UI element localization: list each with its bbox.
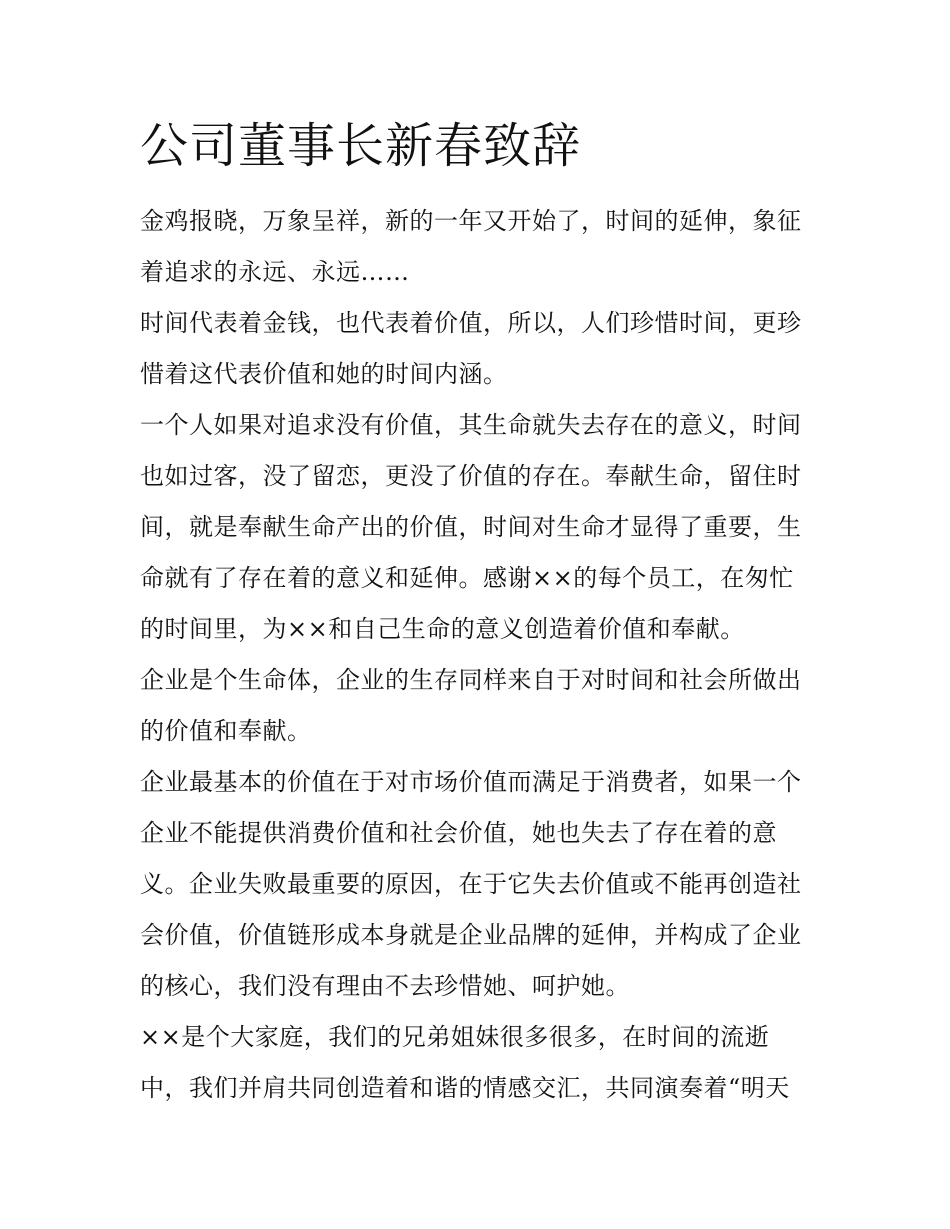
text-line: 间，就是奉献生命产出的价值，时间对生命才显得了重要，生 <box>140 513 802 541</box>
document-title: 公司董事长新春致辞 <box>140 118 582 174</box>
text-line: 的价值和奉献。 <box>140 717 312 745</box>
text-line: ××是个大家庭，我们的兄弟姐妹很多很多，在时间的流逝 <box>140 1023 770 1051</box>
text-line: 的时间里，为××和自己生命的意义创造着价值和奉献。 <box>140 615 745 643</box>
text-line: 企业最基本的价值在于对市场价值而满足于消费者，如果一个 <box>140 768 802 796</box>
text-line: 也如过客，没了留恋，更没了价值的存在。奉献生命，留住时 <box>140 462 802 490</box>
text-line: 中，我们并肩共同创造着和谐的情感交汇，共同演奏着“明天 <box>140 1074 790 1102</box>
text-line: 一个人如果对追求没有价值，其生命就失去存在的意义，时间 <box>140 411 802 439</box>
text-line: 企业不能提供消费价值和社会价值，她也失去了存在着的意 <box>140 819 777 847</box>
text-line: 义。企业失败最重要的原因，在于它失去价值或不能再创造社 <box>140 870 802 898</box>
document-body <box>140 196 820 1114</box>
text-line: 时间代表着金钱，也代表着价值，所以，人们珍惜时间，更珍 <box>140 309 802 337</box>
text-line: 惜着这代表价值和她的时间内涵。 <box>140 360 508 388</box>
text-line: 会价值，价值链形成本身就是企业品牌的延伸，并构成了企业 <box>140 921 802 949</box>
text-line: 着追求的永远、永远…… <box>140 258 410 286</box>
text-line: 的核心，我们没有理由不去珍惜她、呵护她。 <box>140 972 630 1000</box>
text-line: 命就有了存在着的意义和延伸。感谢××的每个员工，在匆忙 <box>140 564 794 592</box>
text-line: 金鸡报晓，万象呈祥，新的一年又开始了，时间的延伸，象征 <box>140 207 802 235</box>
text-line: 企业是个生命体，企业的生存同样来自于对时间和社会所做出 <box>140 666 802 694</box>
